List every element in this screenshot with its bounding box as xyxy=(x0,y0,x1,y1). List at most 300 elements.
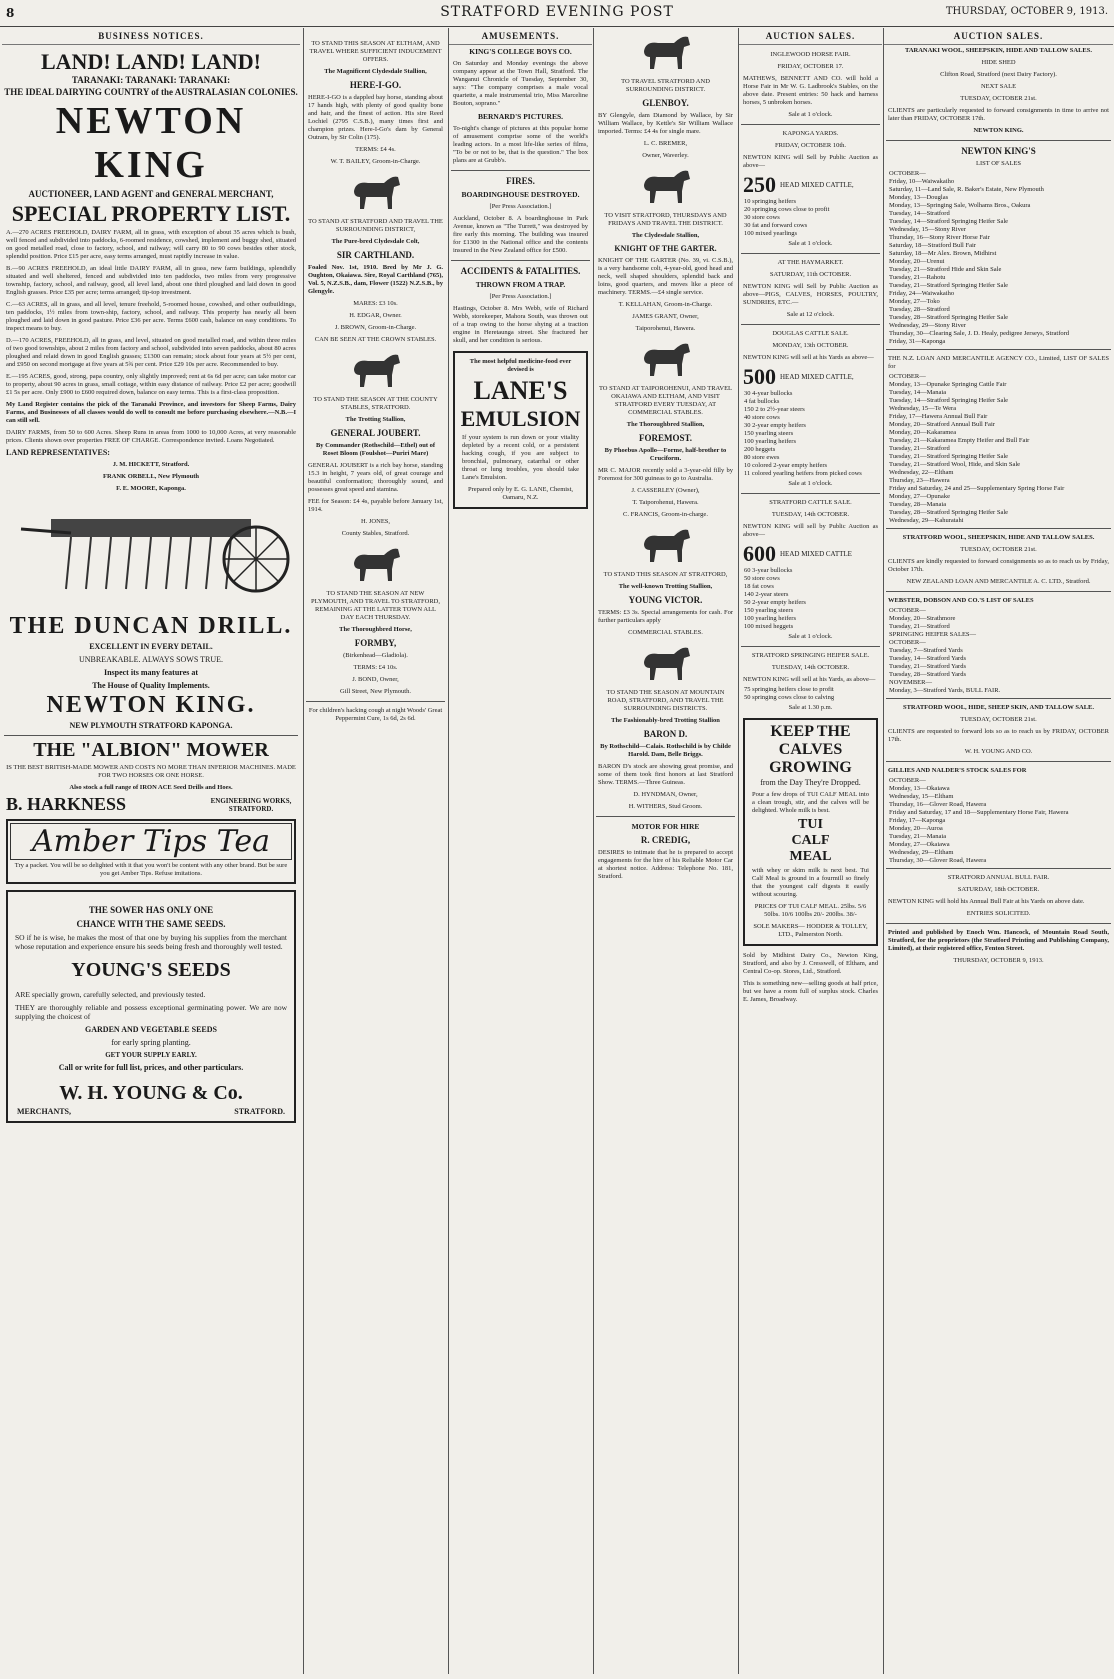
auction-sales-header-2: AUCTION SALES. xyxy=(884,28,1113,45)
springing-text: NEWTON KING will sell at his Yards, as above— xyxy=(743,676,876,683)
boardinghouse-heading: BOARDINGHOUSE DESTROYED. xyxy=(461,190,580,199)
formby-intro: TO STAND THE SEASON AT NEW PLYMOUTH, AND TRAVEL TO STRATFORD, REMAINING AT THE LATTER TOWN ALL DAY EACH THURSDAY. xyxy=(310,590,440,621)
haymarket-time: Sale at 12 o'clock. xyxy=(786,311,835,318)
calves-line-4: from the Day They're Dropped. xyxy=(760,778,861,787)
loan-item: Tuesday, 14—Stratford Springing Heifer Sale xyxy=(889,397,1009,404)
albion-text: IS THE BEST BRITISH-MADE MOWER AND COSTS NO MORE THAN INFERIOR MACHINES. MADE FOR TWO HORSES OR ONE HORSE. xyxy=(6,764,296,779)
knight-text: KNIGHT OF THE GARTER (No. 39, vi. C.S.B.), is a very handsome colt, 4-year-old, good head and neck, well shaped shoulders, splendid back and loins, good quarters, and moves like a piece of machinery. TERMS.—£4 single service. xyxy=(598,257,733,296)
issue-date: THURSDAY, OCTOBER 9, 1913. xyxy=(945,6,1108,17)
divider xyxy=(886,140,1111,141)
kaponga-item: 30 store cows xyxy=(744,214,780,221)
gillies-month: OCTOBER— xyxy=(889,777,926,784)
divider xyxy=(306,701,445,702)
inglewood-heading: INGLEWOOD HORSE FAIR. xyxy=(770,51,851,58)
property-a: A.—270 ACRES FREEHOLD, DAIRY FARM, all in grass, with exception of about 35 acres which is bush, well fenced and subdivided into paddocks, 6-roomed residence, cowshed, implement and buggy shed, situated on good metalled road, close to factory, school, and railway; will carry 80 to 90 cows besides other stock, splendid position. Price £15 per acre, easy terms arranged, must rapidly increase in value. xyxy=(6,229,296,260)
formby-terms: TERMS: £4 10s. xyxy=(353,664,398,671)
douglas-item: 30 4-year bullocks xyxy=(744,390,793,397)
divider xyxy=(451,170,590,171)
bernards-text: To-night's change of pictures at this popular home of amusement comprise some of the world's leading actors. In a most life-like series of films, "To be or not to be, that is the question." The box plans are at Grubb's. xyxy=(453,125,588,164)
douglas-count: 500 xyxy=(743,364,776,389)
drill-tag-house: The House of Quality Implements. xyxy=(92,681,210,690)
stratford-wool-sign: NEW ZEALAND LOAN AND MERCANTILE A. C. LTD., Stratford. xyxy=(906,578,1091,585)
drill-company: NEWTON KING. xyxy=(46,692,256,718)
carthland-text: Foaled Nov. 1st, 1910. Bred by Mr J. G. Oughton, Okaiawa. Sire, Royal Carthland (765), Vol. 5, N.Z.S.B., dam, Flower (1522) N.Z.S.B., by Glengyle. xyxy=(308,264,443,295)
webster-item: OCTOBER— xyxy=(889,639,926,646)
horse-icon xyxy=(636,642,696,684)
nk-item: Friday, 10—Waiwakaiho xyxy=(889,178,955,185)
nk-item: Tuesday, 21—Rahotu xyxy=(889,274,946,281)
lanes-sign: Prepared only by E. G. LANE, Chemist, Oamaru, N.Z. xyxy=(467,486,574,501)
wool-sub: HIDE SHED xyxy=(981,59,1016,66)
kaponga-item: 20 springing cows close to profit xyxy=(744,206,830,213)
wool-date: TUESDAY, OCTOBER 21st. xyxy=(960,95,1037,102)
divider xyxy=(741,124,880,125)
sower-line-1: THE SOWER HAS ONLY ONE xyxy=(88,905,214,915)
kaponga-item: 30 fat and forward cows xyxy=(744,222,808,229)
divider xyxy=(741,646,880,647)
youngs-seeds-heading: YOUNG'S SEEDS xyxy=(71,959,231,981)
webster-heading: WEBSTER, DOBSON AND CO.'S LIST OF SALES xyxy=(888,597,1034,604)
amusements-header: AMUSEMENTS. xyxy=(449,28,592,45)
knight-intro: TO VISIT STRATFORD, THURSDAYS AND FRIDAYS AND TRAVEL THE DISTRICT. xyxy=(604,212,727,227)
joubert-pedigree: By Commander (Rothschild—Ethel) out of Roset Bloom (Foulshot—Puriri Mare) xyxy=(315,442,436,457)
haymarket-date: SATURDAY, 11th OCTOBER. xyxy=(769,271,852,278)
harkness-sub: ENGINEERING WORKS, STRATFORD. xyxy=(210,796,292,813)
baron-sign-1: D. HYNDMAN, Owner, xyxy=(633,791,698,798)
property-d: D.—170 ACRES, FREEHOLD, all in grass, and level, situated on good metalled road, and within three miles of two good townships, about 2 miles from factory and school, subdivided into seven paddocks, about 80 acres ploughed and relaid down in good English grasses; £1300 can remain; stock about four years at 5½ per cent, and £950 on second mortgage at five years at 5¾ per cent. Price £29 10s per acre. Recommended to buy. xyxy=(6,337,296,368)
trap-heading: THROWN FROM A TRAP. xyxy=(475,280,566,289)
carthland-intro: TO STAND AT STRATFORD AND TRAVEL THE SURROUNDING DISTRICT, xyxy=(308,218,443,233)
inglewood-text: MATHEWS, BENNETT AND CO. will hold a Horse Fair in Mr W. G. Ladbrook's Stables, on the above date. Present entries: 50 hack and harness horses, 5 unbroken horses. xyxy=(743,75,878,106)
duncan-drill-heading: THE DUNCAN DRILL. xyxy=(9,613,293,639)
baron-sub: The Fashionably-bred Trotting Stallion xyxy=(611,717,720,724)
loan-item: Tuesday, 21—Stratford Wool, Hide, and Skin Sale xyxy=(889,461,1021,468)
foremost-sign-2: T. Taiporohenui, Hawera. xyxy=(632,499,699,506)
stratford-wool-date: TUESDAY, OCTOBER 21st. xyxy=(960,546,1037,553)
property-b: B.—90 ACRES FREEHOLD, an ideal little DAIRY FARM, all in grass, new farm buildings, splendidly situated and well sheltered, fenced and subdivided into ten paddocks, two miles from very progressive township, factory, school, and railway, good, all level land, about one third ploughed and laid down in good English grasses. Price £35 per acre; terms arranged; tip-top investment. xyxy=(6,265,296,296)
tui-line-3: MEAL xyxy=(789,849,832,864)
carthland-ps: CAN BE SEEN AT THE CROWN STABLES. xyxy=(314,336,437,343)
gillies-item: Wednesday, 29—Eltham xyxy=(889,849,954,856)
springing-time: Sale at 1.30 p.m. xyxy=(788,704,833,711)
gillies-item: Friday, 17—Kaponga xyxy=(889,817,946,824)
loan-item: Monday, 20—Kakaramea xyxy=(889,429,957,436)
loan-item: Tuesday, 28—Manaia xyxy=(889,501,947,508)
nk-item: Friday, 24—Waiwakaiho xyxy=(889,290,955,297)
douglas-count-label: HEAD MIXED CATTLE, xyxy=(780,373,854,381)
stratford-cattle-item: 50 2-year empty heifers xyxy=(744,599,806,606)
youngs-garden: GARDEN AND VEGETABLE SEEDS xyxy=(85,1025,217,1034)
webster-item: Tuesday, 14—Stratford Yards xyxy=(889,655,966,662)
webster-item: Tuesday, 21—Stratford xyxy=(889,623,950,630)
carthland-name: SIR CARTHLAND. xyxy=(336,250,415,260)
nk-list-sub: LIST OF SALES xyxy=(975,160,1022,167)
gillies-heading: GILLIES AND NALDER'S STOCK SALES FOR xyxy=(888,767,1027,774)
stratford-cattle-count-label: HEAD MIXED CATTLE xyxy=(780,550,852,558)
joubert-sub: The Trotting Stallion, xyxy=(345,416,406,423)
gillies-item: Tuesday, 21—Manaia xyxy=(889,833,947,840)
joubert-fee: FEE for Season: £4 4s, payable before January 1st, 1914. xyxy=(308,498,443,513)
horse-icon xyxy=(636,31,696,73)
hereigo-sub: The Magnificent Clydesdale Stallion, xyxy=(324,68,427,75)
business-notices-header: BUSINESS NOTICES. xyxy=(2,28,300,45)
foremost-sub: The Thoroughbred Stallion, xyxy=(626,421,705,428)
calves-line-2: CALVES xyxy=(778,741,843,758)
page-number: 8 xyxy=(6,6,15,20)
drill-towns: NEW PLYMOUTH STRATFORD KAPONGA. xyxy=(69,721,233,730)
loan-item: Monday, 13—Opunake Springing Cattle Fair xyxy=(889,381,1007,388)
dairy-farms-note: DAIRY FARMS, from 50 to 600 Acres. Sheep Runs in areas from 1000 to 10,000 Acres, at very reasonable prices. Clients shown over properties FREE OF CHARGE. Correspondence invited. Loans Negotiated. xyxy=(6,429,296,444)
knight-sign-3: Taiporohenui, Hawera. xyxy=(635,325,696,332)
stratford-wool-2-heading: STRATFORD WOOL, HIDE, SHEEP SKIN, AND TALLOW SALE. xyxy=(902,704,1095,711)
james-notice: This is something new—selling goods at half price, but we have a room full of surplus stock. Charles E. James, Broadway. xyxy=(743,980,878,1003)
nk-month: OCTOBER— xyxy=(889,170,926,177)
albion-mower-heading: THE "ALBION" MOWER xyxy=(33,739,269,761)
stratford-cattle-item: 100 yearling heifers xyxy=(744,615,796,622)
webster-item: Tuesday, 7—Stratford Yards xyxy=(889,647,963,654)
divider xyxy=(741,253,880,254)
stratford-wool-2-sign: W. H. YOUNG AND CO. xyxy=(964,748,1033,755)
nk-item: Thursday, 16—Stony River Horse Fair xyxy=(889,234,990,241)
divider xyxy=(886,868,1111,869)
divider xyxy=(4,735,298,736)
glenboy-sign-1: L. C. BREMER, xyxy=(643,140,688,147)
kings-college-text: On Saturday and Monday evenings the above company appear at the Town Hall, Stratford. The Wanganui Chronicle of Tuesday, September 30, says: "The company comprises a male vocal quartette, a male instrumental trio, Miss Marceline Bouton, soprano." xyxy=(453,60,588,107)
young-victor-name: YOUNG VICTOR. xyxy=(628,595,703,605)
gillies-item: Thursday, 30—Glover Road, Hawera xyxy=(889,857,987,864)
divider xyxy=(596,816,735,817)
formby-name: FORMBY, xyxy=(354,638,397,648)
gillies-item: Thursday, 16—Glover Road, Hawera xyxy=(889,801,987,808)
glenboy-sign-2: Owner, Waverley. xyxy=(642,152,689,159)
gillies-item: Monday, 27—Okaiawa xyxy=(889,841,950,848)
gillies-item: Friday and Saturday, 17 and 18—Supplementary Horse Fair, Hawera xyxy=(889,809,1069,816)
tui-prices: PRICES OF TUI CALF MEAL. 25lbs. 5/6 50lbs. 10/6 100lbs 20/- 200lbs. 38/- xyxy=(754,903,867,918)
joubert-intro: TO STAND THE SEASON AT THE COUNTY STABLES, STRATFORD. xyxy=(313,396,438,411)
divider xyxy=(886,349,1111,350)
formby-sign-1: J. BOND, Owner, xyxy=(352,676,399,683)
property-list-heading: SPECIAL PROPERTY LIST. xyxy=(11,201,291,226)
sower-text: SO if he is wise, he makes the most of that one by buying his supplies from the merchant whose reputation and experience ensure his seeds being fresh and thoroughly well tested. xyxy=(15,933,287,951)
horse-icon xyxy=(636,165,696,207)
douglas-item: 11 colored yearling heifers from picked cows xyxy=(744,470,862,477)
loan-item: Tuesday, 28—Stratford Springing Heifer Sale xyxy=(889,509,1009,516)
ideal-dairying-line: THE IDEAL DAIRYING COUNTRY of the AUSTRALASIAN COLONIES. xyxy=(4,87,298,97)
horse-icon xyxy=(636,338,696,380)
douglas-item: 30 2-year empty heifers xyxy=(744,422,806,429)
stratford-cattle-time: Sale at 1 o'clock. xyxy=(788,633,833,640)
property-c: C.—63 ACRES, all in grass, and all level, tenure freehold, 5-roomed house, cowshed, and other outbuildings, ten paddocks, 1½ miles from town-ship, factory, school, and railway. This property has nearly all been ploughed and laid down in good pasture. Price £36 per acre. Terms £600 cash, balance on easy conditions. To inspect means to buy. xyxy=(6,301,296,332)
hereigo-terms: TERMS: £4 4s. xyxy=(355,146,396,153)
stratford-cattle-item: 50 store cows xyxy=(744,575,780,582)
nk-item: Saturday, 11—Land Sale, R. Baker's Estate, New Plymouth xyxy=(889,186,1044,193)
trap-text: Hastings, October 8. Mrs Webb, wife of Richard Webb, storekeeper, Mahora South, was thrown out of a trap owing to the horse shying at a traction engine in Heretaunga street. She fractured her skull, and her condition is serious. xyxy=(453,305,588,344)
webster-item: Monday, 3—Stratford Yards, BULL FAIR. xyxy=(889,687,1001,694)
wool-sign: NEWTON KING. xyxy=(973,127,1024,134)
tui-sold-by: Sold by Midhirst Dairy Co., Newton King, Stratford, and also by J. Cresswell, of Eltham, and Central Co-op. Stores, Ltd., Stratford. xyxy=(743,952,878,975)
tui-makers: SOLE MAKERS— HODDER & TOLLEY, LTD., Palmerston North. xyxy=(753,923,868,938)
douglas-item: 150 yearling steers xyxy=(744,430,794,437)
wool-text: CLIENTS are particularly requested to forward consignments in time to arrive not later than FRIDAY, OCTOBER 17th. xyxy=(888,107,1109,122)
seed-drill-illustration xyxy=(11,499,291,609)
hereigo-name: HERE-I-GO. xyxy=(349,80,402,90)
sower-line-2: CHANCE WITH THE SAME SEEDS. xyxy=(76,919,226,929)
douglas-item: 10 colored 2-year empty heifers xyxy=(744,462,828,469)
divider xyxy=(741,493,880,494)
douglas-item: 4 fat bullocks xyxy=(744,398,780,405)
webster-item: Tuesday, 21—Stratford Yards xyxy=(889,663,966,670)
land-headline: LAND! LAND! LAND! xyxy=(41,49,261,74)
lanes-title: LANE'S xyxy=(473,376,568,405)
kaponga-date: FRIDAY, OCTOBER 10th. xyxy=(774,142,847,149)
auction-sales-column-2 xyxy=(883,28,1113,1674)
baron-sign-2: H. WITHERS, Stud Groom. xyxy=(628,803,703,810)
hereigo-intro: TO STAND THIS SEASON AT ELTHAM, AND TRAVEL WHERE SUFFICIENT INDUCEMENT OFFERS. xyxy=(309,40,442,63)
stratford-cattle-heading: STRATFORD CATTLE SALE. xyxy=(769,499,852,506)
knight-sign-1: T. KELLAHAN, Groom-in-Charge. xyxy=(618,301,713,308)
stratford-cattle-text: NEWTON KING will sell by Public Auction as above— xyxy=(743,523,878,538)
merchants-label: MERCHANTS, xyxy=(17,1107,72,1116)
baron-text: BARON D's stock are showing great promise, and some of them took first honors at last Stratford Show. TERMS.—Three Guineas. xyxy=(598,763,733,786)
stratford-cattle-item: 18 fat cows xyxy=(744,583,774,590)
loan-month: OCTOBER— xyxy=(889,373,926,380)
nk-item: Tuesday, 21—Stratford Hide and Skin Sale xyxy=(889,266,1002,273)
stratford-cattle-item: 100 mixed heggets xyxy=(744,623,794,630)
loan-item: Tuesday, 21—Stratford Springing Heifer Sale xyxy=(889,453,1009,460)
youngs-early: for early spring planting. xyxy=(111,1038,191,1047)
drill-tag-excellent: EXCELLENT IN EVERY DETAIL. xyxy=(89,642,213,651)
douglas-item: 80 store ewes xyxy=(744,454,780,461)
kings-college-heading: KING'S COLLEGE BOYS CO. xyxy=(469,47,572,56)
nk-item: Friday, 31—Kaponga xyxy=(889,338,946,345)
land-reps-label: LAND REPRESENTATIVES: xyxy=(6,448,110,457)
lanes-intro: The most helpful medicine-food ever devised is xyxy=(469,358,572,373)
fire-text: Auckland, October 8. A boardinghouse in Park Avenue, known as "The Turrett," was destroyed by fire early this morning. The building was insured for £1300 in the National office and the contents insured in the New Zealand office for £500. xyxy=(453,215,588,254)
loan-item: Wednesday, 22—Eltham xyxy=(889,469,954,476)
nk-item: Tuesday, 28—Stratford Springing Heifer Sale xyxy=(889,314,1009,321)
loan-item: Monday, 20—Stratford Annual Bull Fair xyxy=(889,421,995,428)
stratford-wool-text: CLIENTS are kindly requested to forward consignments so as to reach us by Friday, October 17th. xyxy=(888,558,1109,573)
nk-item: Tuesday, 28—Stratford xyxy=(889,306,950,313)
calves-line-1: KEEP THE xyxy=(770,723,851,740)
amber-tips-text: Try a packet. You will be so delighted with it that you won't be content with any other brand. But be sure you get Amber Tips. Refuse imitations. xyxy=(14,862,288,877)
bernards-heading: BERNARD'S PICTURES. xyxy=(477,112,564,121)
nk-item: Saturday, 18—Mr Alex. Brown, Midhirst xyxy=(889,250,997,257)
amber-tips-logo: Amber Tips Tea xyxy=(10,823,292,860)
harkness-name: B. HARKNESS xyxy=(6,794,127,814)
newton-king-heading: NEWTON KING xyxy=(55,100,247,186)
stallions-column-2 xyxy=(593,28,737,1674)
youngs-supply: GET YOUR SUPPLY EARLY. xyxy=(105,1051,197,1059)
nk-item: Saturday, 18—Stratford Bull Fair xyxy=(889,242,976,249)
young-victor-intro: TO STAND THIS SEASON AT STRATFORD, xyxy=(603,571,728,578)
springing-heading: STRATFORD SPRINGING HEIFER SALE. xyxy=(751,652,870,659)
baron-name: BARON D. xyxy=(643,729,688,739)
young-victor-text: TERMS: £3 3s. Special arrangements for cash. For further particulars apply xyxy=(598,609,733,624)
joubert-text: GENERAL JOUBERT is a rich bay horse, standing 15.3 in height, 7 years old, of great courage and beautiful conformation; thoroughly sound, and possesses great speed and stamina. xyxy=(308,462,443,493)
carthland-mares: MARES: £3 10s. xyxy=(353,300,398,307)
divider xyxy=(886,591,1111,592)
webster-item: NOVEMBER— xyxy=(889,679,932,686)
douglas-item: 150 2 to 2½-year steers xyxy=(744,406,805,413)
knight-sign-2: JAMES GRANT, Owner, xyxy=(632,313,699,320)
young-victor-stables: COMMERCIAL STABLES. xyxy=(628,629,703,636)
stratford-cattle-item: 60 3-year bullocks xyxy=(744,567,793,574)
douglas-text: NEWTON KING will sell at his Yards as above— xyxy=(743,354,874,361)
motor-heading: MOTOR FOR HIRE xyxy=(631,822,700,831)
stratford-cattle-count: 600 xyxy=(743,541,776,566)
press-assoc-2: [Per Press Association.] xyxy=(489,293,552,300)
loan-item: Tuesday, 14—Manaia xyxy=(889,389,947,396)
youngs-call: Call or write for full list, prices, and other particulars. xyxy=(58,1063,244,1072)
stratford-wool-2-date: TUESDAY, OCTOBER 21st. xyxy=(960,716,1037,723)
auction-sales-header: AUCTION SALES. xyxy=(739,28,882,45)
kaponga-item: 10 springing heifers xyxy=(744,198,796,205)
land-register-note: My Land Register contains the pick of the Taranaki Province, and investors for Sheep Farms, Dairy Farms, and Businesses of all classes would do well to consult me before purchasing elsewhere.—N.B.—I can still sell. xyxy=(6,401,296,424)
douglas-time: Sale at 1 o'clock. xyxy=(788,480,833,487)
drill-tag-unbreakable: UNBREAKABLE. ALWAYS SOWS TRUE. xyxy=(78,655,224,664)
loan-heading: THE N.Z. LOAN AND MERCANTILE AGENCY CO., Limited, LIST OF SALES for xyxy=(888,355,1109,370)
rep-hickett: J. M. HICKETT, Stratford. xyxy=(112,461,190,468)
wool-location: Clifton Road, Stratford (next Dairy Factory). xyxy=(940,71,1057,78)
wool-heading: TARANAKI WOOL, SHEEPSKIN, HIDE AND TALLOW SALES. xyxy=(904,47,1093,54)
nk-item: Tuesday, 21—Stratford Springing Heifer Sale xyxy=(889,282,1009,289)
gillies-item: Monday, 13—Okaiawa xyxy=(889,785,950,792)
newspaper-title: STRATFORD EVENING POST xyxy=(440,4,674,20)
fires-heading: FIRES. xyxy=(506,176,535,186)
taranaki-line: TARANAKI: TARANAKI: TARANAKI: xyxy=(71,75,231,85)
bull-fair-text: NEWTON KING will hold his Annual Bull Fair at his Yards on above date. xyxy=(888,898,1085,905)
kaponga-count-label: HEAD MIXED CATTLE, xyxy=(780,181,854,189)
foremost-pedigree: By Phoebus Apollo—Forme, half-brother to Cruciform. xyxy=(604,447,727,462)
knight-sub: The Clydesdale Stallion, xyxy=(631,232,700,239)
haymarket-text: NEWTON KING will Sell by Public Auction as above—PIGS, CALVES, HORSES, POULTRY, SUNDRIES, ETC.— xyxy=(743,283,878,306)
douglas-item: 200 heggets xyxy=(744,446,776,453)
foremost-text: MR C. MAJOR recently sold a 3-year-old filly by Foremost for 300 guineas to go to Australia. xyxy=(598,467,733,482)
carthland-sign-1: H. EDGAR, Owner. xyxy=(349,312,402,319)
loan-item: Friday and Saturday, 24 and 25—Supplementary Spring Horse Fair xyxy=(889,485,1065,492)
motor-text: DESIRES to intimate that he is prepared to accept engagements for the hire of his Reliable Motor Car at shortest notice. Address: Telephone No. 181, Stratford. xyxy=(598,849,733,880)
loan-item: Tuesday, 21—Stratford xyxy=(889,445,950,452)
masthead xyxy=(0,0,1114,27)
bull-fair-heading: STRATFORD ANNUAL BULL FAIR. xyxy=(947,874,1050,881)
nk-item: Monday, 13—Douglas xyxy=(889,194,949,201)
horse-icon xyxy=(346,171,406,213)
haymarket-heading: AT THE HAYMARKET. xyxy=(777,259,844,266)
nk-item: Thursday, 30—Clearing Sale, J. D. Healy, pedigree Jerseys, Stratford xyxy=(889,330,1070,337)
nk-item: Wednesday, 15—Stony River xyxy=(889,226,966,233)
webster-month: OCTOBER— xyxy=(889,607,926,614)
albion-also: Also stock a full range of IRON ACE Seed Drills and Hoes. xyxy=(69,784,233,791)
divider xyxy=(451,260,590,261)
youngs-text-1: ARE specially grown, carefully selected, and previously tested. xyxy=(15,990,206,999)
horse-icon xyxy=(346,349,406,391)
horse-icon xyxy=(346,543,406,585)
wool-next: NEXT SALE xyxy=(980,83,1017,90)
glenboy-name: GLENBOY. xyxy=(642,98,689,108)
drill-tag-inspect: Inspect its many features at xyxy=(103,668,199,677)
nk-item: Monday, 20—Urenui xyxy=(889,258,945,265)
carthland-sign-2: J. BROWN, Groom-in-Charge. xyxy=(334,324,417,331)
lanes-text: If your system is run down or your vitality depleted by a recent cold, or a persistent hacking cough, if you are subject to bronchial, pulmonary, catarrhal or other throat or lung troubles, you should take Lane's Emulsion. xyxy=(462,434,579,481)
springing-item: 75 springing heifers close to profit xyxy=(744,686,834,693)
divider xyxy=(886,761,1111,762)
tui-calf-meal-ad xyxy=(743,718,878,946)
rep-moore: F. E. MOORE, Kaponga. xyxy=(116,485,186,492)
kaponga-item: 100 mixed yearlings xyxy=(744,230,798,237)
calves-text: Pour a few drops of TUI CALF MEAL into a clean trough, stir, and the calves will be delighted. Whole milk is best. xyxy=(752,791,869,814)
loan-item: Wednesday, 15—Te Wera xyxy=(889,405,957,412)
stratford-wool-heading: STRATFORD WOOL, SHEEPSKIN, HIDE AND TALLOW SALES. xyxy=(902,534,1095,541)
imprint: Printed and published by Enoch Wm. Hancock, of Mountain Road South, Stratford, for the proprietors (the Stratford Printing and Publishing Company, Limited), at their registered office, Fenton Street. xyxy=(888,929,1109,952)
imprint-date: THURSDAY, OCTOBER 9, 1913. xyxy=(953,957,1044,964)
douglas-item: 40 store cows xyxy=(744,414,780,421)
loan-item: Wednesday, 29—Kahuratahi xyxy=(889,517,964,524)
auctioneer-line: AUCTIONEER, LAND AGENT and GENERAL MERCHANT, xyxy=(28,189,274,199)
joubert-sign-1: H. JONES, xyxy=(360,518,391,525)
glenboy-intro: TO TRAVEL STRATFORD AND SURROUNDING DISTRICT. xyxy=(621,78,710,93)
webster-item: Tuesday, 28—Stratford Yards xyxy=(889,671,966,678)
youngs-seeds-ad xyxy=(6,890,296,1123)
nk-item: Tuesday, 14—Stratford xyxy=(889,210,950,217)
wh-young-name: W. H. YOUNG & Co. xyxy=(59,1082,243,1104)
property-e: E.—195 ACRES, good, strong, papa country, only slightly improved; rent at 6s 6d per acre; can take motor car to property, about 90 acres in grass, small cottage, within easy distance of railway. Price £2 per acre; goodwill £1 5s per acre. Only £900 to £600 required down, balance on easy terms. This is a first-class proposition. xyxy=(6,373,296,396)
baron-pedigree: By Rothschild—Calais. Rothschild is by Childe Harold. Dam, Belle Briggs. xyxy=(600,743,731,758)
hereigo-sign: W. T. BAILEY, Groom-in-Charge. xyxy=(330,158,421,165)
baron-intro: TO STAND THE SEASON AT MOUNTAIN ROAD, STRATFORD, AND TRAVEL THE SURROUNDING DISTRICTS. xyxy=(606,689,725,712)
stallions-column xyxy=(303,28,447,1674)
young-victor-sub: The well-known Trotting Stallion, xyxy=(618,583,713,590)
joubert-name: GENERAL JOUBERT. xyxy=(330,428,421,438)
loan-item: Monday, 27—Opunake xyxy=(889,493,950,500)
stratford-wool-2-text: CLIENTS are requested to forward lots so as to reach us by FRIDAY, OCTOBER 17th. xyxy=(888,728,1109,743)
stratford-cattle-item: 140 2-year steers xyxy=(744,591,789,598)
loan-item: Friday, 17—Hawera Annual Bull Fair xyxy=(889,413,988,420)
kaponga-heading: KAPONGA YARDS. xyxy=(782,130,839,137)
nk-list-heading: NEWTON KING'S xyxy=(961,146,1036,156)
nk-item: Tuesday, 14—Stratford Springing Heifer Sale xyxy=(889,218,1009,225)
joubert-sign-2: County Stables, Stratford. xyxy=(341,530,410,537)
stratford-cattle-date: TUESDAY, 14th OCTOBER. xyxy=(771,511,850,518)
foremost-name: FOREMOST. xyxy=(638,433,693,443)
nk-item: Monday, 13—Springing Sale, Wolhams Bros., Oakura xyxy=(889,202,1031,209)
motor-name: R. CREDIG, xyxy=(640,835,691,845)
gillies-item: Wednesday, 15—Eltham xyxy=(889,793,954,800)
stratford-label: STRATFORD. xyxy=(234,1107,285,1116)
hereigo-text: HERE-I-GO is a dappled bay horse, standing about 17 hands high, with plenty of good quality bone and hair, and the finest of action. His sire Reed Lochiel (2795 C.S.B.), many times first and champion prizes. Here-I-Go's dam by General Outram, by Sir Colin (175). xyxy=(308,94,443,141)
carthland-sub: The Pure-bred Clydesdale Colt, xyxy=(331,238,420,245)
foremost-intro: TO STAND AT TAIPOROHENUI, AND TRAVEL OKAIAWA AND ELTHAM, AND VISIT STRATFORD EVERY TUESDAY, AT COMMERCIAL STABLES. xyxy=(598,385,733,416)
youngs-text-2: THEY are thoroughly reliable and possess exceptional germinating power. We are now supplying the choicest of xyxy=(15,1003,287,1021)
inglewood-time: Sale at 1 o'clock. xyxy=(788,111,833,118)
amusements-column xyxy=(448,28,592,1674)
nk-item: Wednesday, 29—Stony River xyxy=(889,322,966,329)
press-assoc-1: [Per Press Association.] xyxy=(489,203,552,210)
formby-pedigree: (Birkenhead—Gladiola). xyxy=(343,652,408,659)
formby-sign-2: Gill Street, New Plymouth. xyxy=(340,688,411,695)
accidents-heading: ACCIDENTS & FATALITIES. xyxy=(460,266,581,276)
bull-fair-date: SATURDAY, 18th OCTOBER. xyxy=(957,886,1040,893)
inglewood-date: FRIDAY, OCTOBER 17. xyxy=(777,63,844,70)
peppermint-ad: For children's hacking cough at night Woods' Great Peppermint Cure, 1s 6d, 2s 6d. xyxy=(308,707,443,722)
emulsion-title: EMULSION xyxy=(460,406,581,431)
foremost-sign-1: J. CASSERLEY (Owner), xyxy=(631,487,700,494)
amber-tips-ad xyxy=(6,819,296,884)
douglas-item: 100 yearling heifers xyxy=(744,438,796,445)
horse-icon xyxy=(636,524,696,566)
loan-item: Tuesday, 21—Kakaramea Empty Heifer and Bull Fair xyxy=(889,437,1030,444)
nk-item: Monday, 27—Toko xyxy=(889,298,940,305)
